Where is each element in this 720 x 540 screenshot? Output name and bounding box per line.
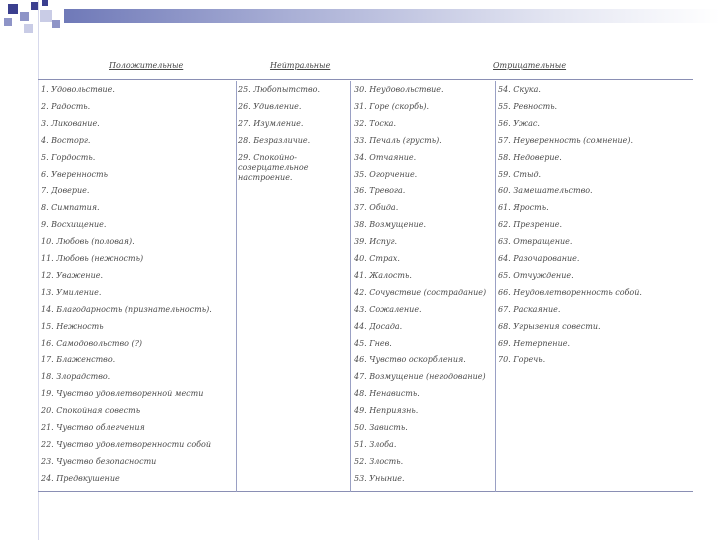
emotion-list-item: 6. Уверенность bbox=[41, 169, 108, 179]
header-positive: Положительные bbox=[109, 61, 184, 70]
emotion-list-item: 54. Скука. bbox=[498, 85, 541, 94]
header-negative: Отрицательные bbox=[493, 61, 567, 70]
emotion-list-item: 34. Отчаяние. bbox=[354, 152, 417, 162]
emotion-list-item: 50. Зависть. bbox=[354, 423, 408, 432]
table-bottom-rule bbox=[38, 491, 693, 492]
emotion-list-item: 35. Огорчение. bbox=[354, 169, 418, 179]
emotion-list-item: 56. Ужас. bbox=[498, 118, 540, 128]
emotion-list-item: 43. Сожаление. bbox=[354, 304, 422, 314]
emotion-list-item: 31. Горе (скорбь). bbox=[354, 101, 429, 111]
table-header-rule bbox=[38, 79, 693, 80]
emotion-list-item: 12. Уважение. bbox=[41, 270, 103, 280]
emotion-list-item: 29. Спокойно-созерцательное настроение. bbox=[238, 152, 309, 182]
emotion-list-item: 4. Восторг. bbox=[41, 135, 91, 145]
emotion-list-item: 1. Удовольствие. bbox=[41, 85, 115, 94]
emotion-list-item: 57. Неуверенность (сомнение). bbox=[498, 135, 634, 145]
emotion-list-item: 38. Возмущение. bbox=[354, 220, 427, 230]
emotion-list-item: 11. Любовь (нежность) bbox=[41, 254, 144, 263]
header-gradient-bar bbox=[64, 9, 720, 23]
emotion-list-item: 23. Чувство безопасности bbox=[41, 456, 157, 466]
emotion-list-item: 58. Недоверие. bbox=[498, 152, 562, 162]
emotion-list-item: 51. Злоба. bbox=[354, 439, 397, 449]
emotion-list-item: 61. Ярость. bbox=[498, 203, 549, 213]
emotion-list-item: 66. Неудовлетворенность собой. bbox=[498, 287, 642, 297]
emotion-list-item: 69. Нетерпение. bbox=[498, 338, 571, 348]
emotion-list-item: 52. Злость. bbox=[354, 456, 404, 466]
emotion-list-item: 44. Досада. bbox=[354, 321, 403, 331]
emotion-list-item: 49. Неприязнь. bbox=[354, 406, 419, 416]
emotion-list-item: 26. Удивление. bbox=[238, 101, 302, 111]
emotion-list-item: 46. Чувство оскорбления. bbox=[354, 355, 466, 365]
emotion-list-item: 40. Страх. bbox=[354, 254, 400, 263]
emotion-list-item: 15. Нежность bbox=[41, 321, 104, 331]
emotion-list-item: 24. Предвкушение bbox=[41, 473, 120, 483]
emotion-list-item: 9. Восхищение. bbox=[41, 220, 107, 230]
emotion-list-item: 47. Возмущение (негодование) bbox=[354, 372, 486, 382]
emotion-list-item: 41. Жалость. bbox=[354, 270, 412, 280]
emotion-list-item: 3. Ликование. bbox=[41, 118, 100, 128]
emotion-list-item: 62. Презрение. bbox=[498, 220, 563, 230]
emotion-list-item: 28. Безразличие. bbox=[238, 135, 311, 145]
column-divider bbox=[236, 81, 237, 492]
emotion-list-item: 10. Любовь (половая). bbox=[41, 237, 135, 247]
emotion-list-item: 22. Чувство удовлетворенности собой bbox=[41, 439, 212, 449]
emotion-list-item: 37. Обида. bbox=[354, 203, 399, 213]
emotion-list-item: 20. Спокойная совесть bbox=[41, 406, 141, 416]
emotion-list-item: 18. Злорадство. bbox=[41, 372, 111, 382]
emotion-list-item: 7. Доверие. bbox=[41, 186, 90, 196]
column-divider bbox=[495, 81, 496, 492]
emotion-list-item: 5. Гордость. bbox=[41, 152, 96, 162]
emotion-list-item: 45. Гнев. bbox=[354, 338, 392, 348]
deco-square bbox=[52, 20, 60, 28]
emotion-list-item: 59. Стыд. bbox=[498, 169, 542, 179]
emotion-list-item: 19. Чувство удовлетворенной мести bbox=[41, 389, 204, 399]
emotion-list-item: 64. Разочарование. bbox=[498, 254, 580, 263]
emotion-list-item: 36. Тревога. bbox=[354, 186, 406, 196]
emotion-list-item: 48. Ненависть. bbox=[354, 389, 420, 399]
emotion-list-item: 17. Блаженство. bbox=[41, 355, 116, 365]
emotion-list-item: 8. Симпатия. bbox=[41, 203, 100, 213]
emotion-list-item: 60. Замешательство. bbox=[498, 186, 593, 196]
deco-square bbox=[8, 4, 18, 14]
emotion-list-item: 42. Сочувствие (сострадание) bbox=[354, 287, 487, 297]
emotion-list-item: 67. Раскаяние. bbox=[498, 304, 561, 314]
deco-square bbox=[24, 24, 33, 33]
emotion-list-item: 55. Ревность. bbox=[498, 101, 558, 111]
emotion-list-item: 13. Умиление. bbox=[41, 287, 102, 297]
deco-square bbox=[42, 0, 48, 6]
column-divider bbox=[350, 81, 351, 492]
emotion-list-item: 25. Любопытство. bbox=[238, 85, 321, 94]
emotion-list-item: 21. Чувство облегчения bbox=[41, 423, 145, 432]
deco-square bbox=[4, 18, 12, 26]
deco-square bbox=[40, 10, 52, 22]
emotion-list-item: 32. Тоска. bbox=[354, 118, 396, 128]
emotion-list-item: 65. Отчуждение. bbox=[498, 270, 574, 280]
emotion-list-item: 63. Отвращение. bbox=[498, 237, 573, 247]
emotion-list-item: 2. Радость. bbox=[41, 101, 91, 111]
deco-square bbox=[20, 12, 29, 21]
slide-header-decoration bbox=[0, 0, 720, 36]
emotion-list-item: 16. Самодовольство (?) bbox=[41, 338, 143, 348]
emotion-list-item: 39. Испуг. bbox=[354, 237, 398, 247]
emotion-list-item: 27. Изумление. bbox=[238, 118, 304, 128]
emotion-list-item: 33. Печаль (грусть). bbox=[354, 135, 442, 145]
emotion-list-item: 53. Уныние. bbox=[354, 473, 405, 483]
emotions-table bbox=[38, 53, 693, 492]
emotion-list-item: 68. Угрызения совести. bbox=[498, 321, 601, 331]
emotion-list-item: 30. Неудовольствие. bbox=[354, 85, 444, 94]
emotion-list-item: 14. Благодарность (признательность). bbox=[41, 304, 212, 314]
emotion-list-item: 70. Горечь. bbox=[498, 355, 546, 365]
header-neutral: Нейтральные bbox=[270, 61, 331, 70]
